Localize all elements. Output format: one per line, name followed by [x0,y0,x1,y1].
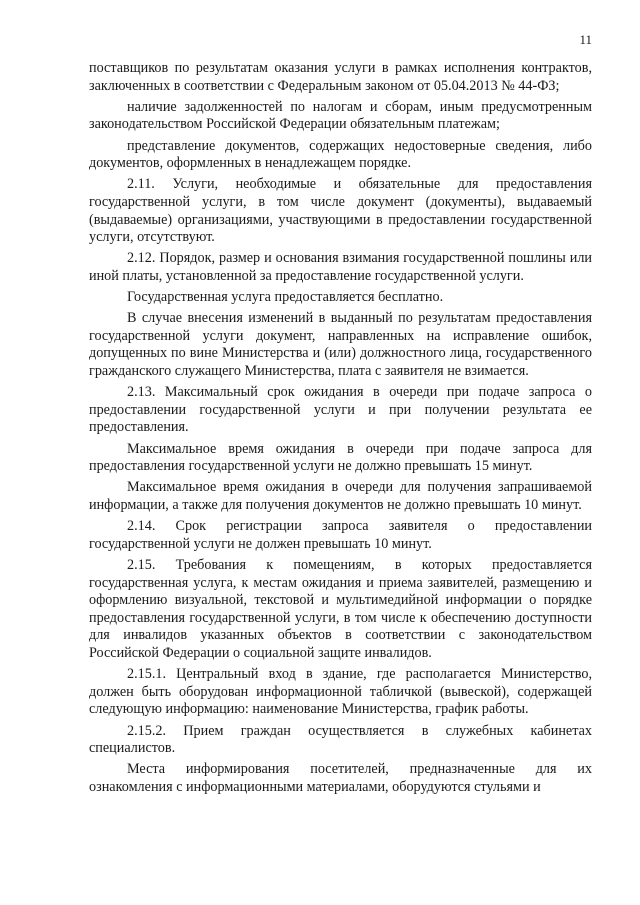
paragraph: Максимальное время ожидания в очереди при подаче запроса для предоставления государственной услуги не должно превышать 15 минут. [89,440,592,475]
paragraph-section-2-11: 2.11. Услуги, необходимые и обязательные для предоставления государственной услуги, в том числе документ (документы), выдаваемый (выдаваемые) организациями, участвующими в предоставлении государственной услуги, отсутствуют. [89,176,592,246]
document-body [89,60,592,800]
paragraph-section-2-12: 2.12. Порядок, размер и основания взимания государственной пошлины или иной платы, установленной за предоставление государственной услуги. [89,250,592,284]
paragraph-section-2-15-2: 2.15.2. Прием граждан осуществляется в служебных кабинетах специалистов. [89,722,592,757]
paragraph: наличие задолженностей по налогам и сборам, иным предусмотренным законодательством Российской Федерации обязательным платежам; [89,98,592,133]
paragraph-section-2-14: 2.14. Срок регистрации запроса заявителя о предоставлении государственной услуги не должен превышать 10 минут. [89,518,592,552]
paragraph: представление документов, содержащих недостоверные сведения, либо документов, оформленных в ненадлежащем порядке. [89,137,592,172]
paragraph: Максимальное время ожидания в очереди для получения запрашиваемой информации, а также для получения документов не должно превышать 10 минут. [89,479,592,513]
paragraph: поставщиков по результатам оказания услуги в рамках исполнения контрактов, заключенных в соответствии с Федеральным законом от 05.04.2013 № 44-ФЗ; [89,60,592,94]
paragraph: Места информирования посетителей, предназначенные для их ознакомления с информационными материалами, оборудуются стульями и [89,761,592,795]
paragraph-section-2-13: 2.13. Максимальный срок ожидания в очереди при подаче запроса о предоставлении государственной услуги и при получении результата ее предоставления. [89,384,592,436]
paragraph: Государственная услуга предоставляется бесплатно. [127,289,444,306]
paragraph: В случае внесения изменений в выданный по результатам предоставления государственной услуги документ, направленных на исправление ошибок, допущенных по вине Министерства и (или) должностного лица, государственного гражданского служащего Министерства, плата с заявителя не взимается. [89,310,592,380]
paragraph-section-2-15: 2.15. Требования к помещениям, в которых предоставляется государственная услуга, к местам ожидания и приема заявителей, размещению и оформлению визуальной, текстовой и мультимедийной информации о порядке предоставления государственной услуги, в том числе к обеспечению доступности для инвалидов указанных объектов в соответствии с законодательством Российской Федерации о социальной защите инвалидов. [89,556,592,661]
page-number: 11 [579,32,592,47]
paragraph-section-2-15-1: 2.15.1. Центральный вход в здание, где располагается Министерство, должен быть оборудован информационной табличкой (вывеской), содержащей следующую информацию: наименование Министерства, график работы. [89,666,592,718]
